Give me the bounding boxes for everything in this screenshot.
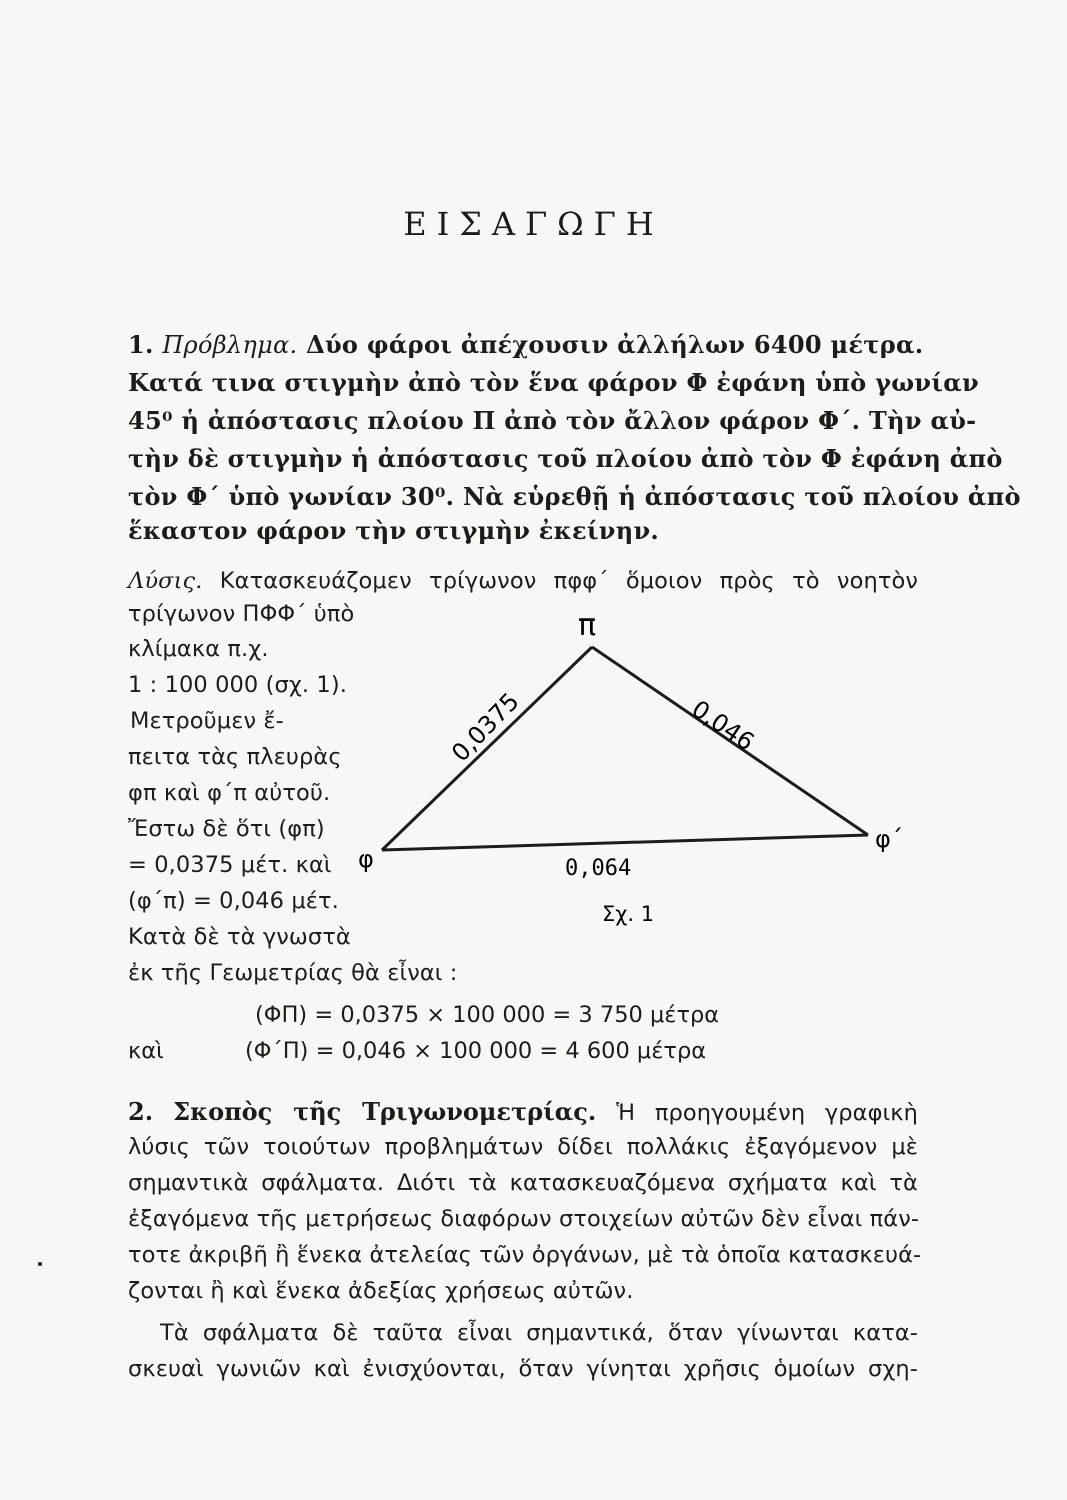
stray-dot	[38, 1262, 42, 1266]
triangle-figure	[340, 605, 940, 935]
problem-number: 1.	[128, 330, 154, 359]
solution-line-4: 1 : 100 000 (σχ. 1).	[128, 672, 347, 698]
section2-line-2: λύσις τῶν τοιούτων προβλημάτων δίδει πολλάκις ἐξαγόμενον μὲ	[128, 1134, 918, 1160]
figure-caption: Σχ. 1	[602, 902, 655, 926]
section2-line-1	[128, 1097, 918, 1126]
section2-line-1-rest: Ἡ προηγουμένη γραφικὴ	[616, 1100, 918, 1126]
problem-line-3: 45⁰ ἡ ἀπόστασις πλοίου Π ἀπὸ τὸν ἄλλον φάρον Φ΄. Τὴν αὐ-	[128, 406, 977, 435]
solution-line-2: τρίγωνον ΠΦΦ΄ ὑπὸ	[128, 601, 355, 627]
vertex-label-phi-prime: φ΄	[875, 825, 903, 853]
equation-1: (ΦΠ) = 0,0375 × 100 000 = 3 750 μέτρα	[255, 1002, 720, 1028]
problem-line-5: τὸν Φ΄ ὑπὸ γωνίαν 30⁰. Νὰ εὑρεθῇ ἡ ἀπόστασις τοῦ πλοίου ἀπὸ	[128, 482, 1021, 511]
problem-line-1	[128, 330, 924, 359]
equation-2-prefix: καὶ	[128, 1038, 164, 1064]
problem-label: Πρόβλημα.	[162, 331, 298, 359]
section2-line-6: ζονται ἢ καὶ ἕνεκα ἀδεξίας χρήσεως αὐτῶν.	[128, 1278, 634, 1304]
side-label-right: 0,046	[686, 694, 760, 757]
section2-number: 2.	[128, 1097, 154, 1126]
problem-line-1-text: Δύο φάροι ἀπέχουσιν ἀλλήλων 6400 μέτρα.	[306, 330, 924, 359]
solution-line-8: Ἔστω δὲ ὅτι (φπ)	[128, 816, 325, 842]
equation-2: (Φ΄Π) = 0,046 × 100 000 = 4 600 μέτρα	[245, 1038, 707, 1064]
section2-heading: Σκοπὸς τῆς Τριγωνομετρίας.	[173, 1097, 597, 1126]
solution-line-1-text: Κατασκευάζομεν τρίγωνον πφφ΄ ὅμοιον πρὸς τὸ νοητὸν	[219, 568, 918, 594]
section2-line-7: Τὰ σφάλματα δὲ ταῦτα εἶναι σημαντικά, ὅταν γίνωνται κατα-	[160, 1320, 918, 1346]
vertex-label-phi: φ	[358, 845, 374, 873]
side-phi-pi	[382, 647, 592, 850]
section2-line-8: σκευαὶ γωνιῶν καὶ ἐνισχύονται, ὅταν γίνηται χρῆσις ὁμοίων σχη-	[128, 1356, 918, 1382]
section2-line-3: σημαντικὰ σφάλματα. Διότι τὰ κατασκευαζόμενα σχήματα καὶ τὰ	[128, 1170, 918, 1196]
section2-line-4: ἐξαγόμενα τῆς μετρήσεως διαφόρων στοιχείων αὐτῶν δὲν εἶναι πάν-	[128, 1206, 920, 1232]
problem-line-6: ἕκαστον φάρον τὴν στιγμὴν ἐκείνην.	[128, 516, 660, 545]
solution-label: Λύσις.	[128, 568, 203, 594]
section2-line-5: τοτε ἀκριβῆ ἢ ἕνεκα ἀτελείας τῶν ὀργάνων, μὲ τὰ ὁποῖα κατασκευά-	[128, 1242, 922, 1268]
solution-line-10: (φ΄π) = 0,046 μέτ.	[128, 888, 339, 914]
vertex-label-pi: π	[578, 608, 597, 643]
solution-line-3: κλίμακα π.χ.	[128, 636, 269, 662]
solution-line-7: φπ καὶ φ΄π αὐτοῦ.	[128, 780, 331, 806]
solution-line-6: πειτα τὰς πλευρὰς	[128, 744, 342, 770]
side-phi-phiprime	[382, 835, 868, 850]
solution-line-12: ἐκ τῆς Γεωμετρίας θὰ εἶναι :	[128, 960, 458, 986]
solution-line-5: Μετροῦμεν ἔ-	[130, 708, 284, 734]
problem-line-2: Κατά τινα στιγμὴν ἀπὸ τὸν ἕνα φάρον Φ ἐφάνη ὑπὸ γωνίαν	[128, 368, 980, 397]
page-title: ΕΙΣΑΓΩΓΗ	[403, 205, 664, 243]
solution-line-1	[128, 568, 918, 594]
side-label-bottom: 0,064	[565, 856, 632, 881]
side-label-left: 0,0375	[446, 687, 525, 768]
solution-line-11: Κατὰ δὲ τὰ γνωστὰ	[128, 924, 351, 950]
solution-line-9: = 0,0375 μέτ. καὶ	[128, 852, 332, 878]
problem-line-4: τὴν δὲ στιγμὴν ἡ ἀπόστασις τοῦ πλοίου ἀπὸ τὸν Φ ἐφάνη ἀπὸ	[128, 444, 1003, 473]
